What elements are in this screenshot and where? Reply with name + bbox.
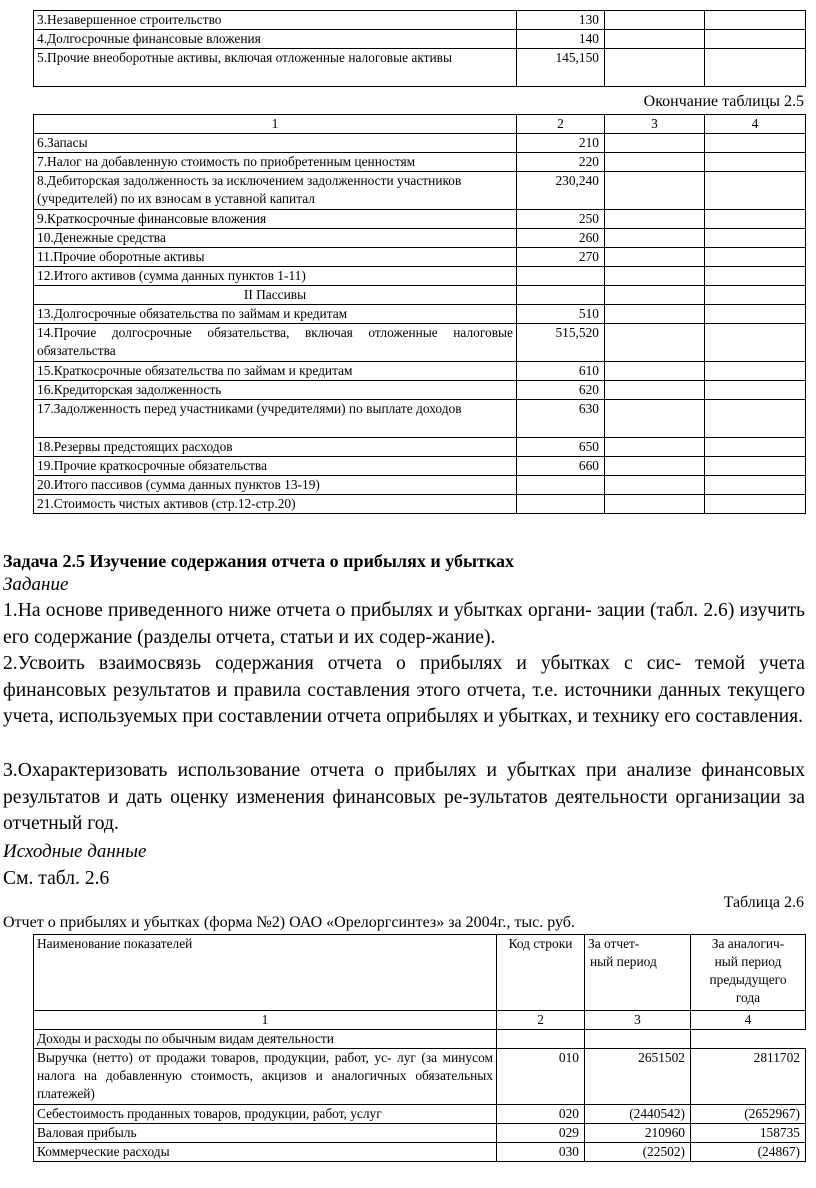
header-current <box>585 935 691 1011</box>
row-name: Валовая прибыль <box>34 1124 497 1143</box>
table-row <box>34 229 806 248</box>
row-empty <box>705 229 806 248</box>
table-row <box>34 1124 806 1143</box>
table-row <box>34 210 806 229</box>
section-label: Доходы и расходы по обычным видам деятельности <box>34 1030 497 1049</box>
row-empty <box>497 1030 585 1049</box>
row-code: 610 <box>517 362 605 381</box>
row-name: Выручка (нетто) от продажи товаров, продукции, работ, ус- луг (за минусом налога на добавленную стоимость, акцизов и аналогичных обязательных платежей) <box>34 1049 497 1105</box>
header-prior-line1: За аналогич- <box>711 936 785 951</box>
row-name: 5.Прочие внеоборотные активы, включая отложенные налоговые активы <box>34 49 517 87</box>
row-code <box>517 495 605 514</box>
row-empty <box>691 1030 806 1049</box>
table-caption: Таблица 2.6 <box>723 894 804 911</box>
row-code: 140 <box>517 30 605 49</box>
header-current-line1: За отчет- <box>588 936 640 951</box>
row-name: 20.Итого пассивов (сумма данных пунктов 13-19) <box>34 476 517 495</box>
row-empty <box>705 134 806 153</box>
header-code: Код строки <box>497 935 585 1011</box>
row-current: (22502) <box>585 1143 691 1162</box>
row-code: 010 <box>497 1049 585 1105</box>
header-name: Наименование показателей <box>34 935 497 1011</box>
row-code: 145,150 <box>517 49 605 87</box>
row-empty <box>605 49 705 87</box>
row-code: 660 <box>517 457 605 476</box>
table-row <box>34 1105 806 1124</box>
row-empty <box>605 362 705 381</box>
row-empty <box>705 457 806 476</box>
row-current: 210960 <box>585 1124 691 1143</box>
col-number: 3 <box>605 115 705 134</box>
task-item-2: 2.Усвоить взаимосвязь содержания отчета о прибылях и убытках с сис- темой учета финансовых результатов и правила составления этого отчета, т.е. источники данных текущего учета, используемых при составлении отчета оприбылях и убытках, и технику его составления. <box>3 653 805 728</box>
header-current-line2: ный период <box>590 954 657 969</box>
row-code: 029 <box>497 1124 585 1143</box>
row-code: 210 <box>517 134 605 153</box>
row-empty <box>605 30 705 49</box>
col-number: 4 <box>691 1011 806 1030</box>
table-row <box>34 457 806 476</box>
row-name: 3.Незавершенное строительство <box>34 11 517 30</box>
row-name: 14.Прочие долгосрочные обязательства, включая отложенные налоговые обязательства <box>34 324 517 362</box>
row-prior: 158735 <box>691 1124 806 1143</box>
row-empty <box>605 210 705 229</box>
table-row <box>34 1143 806 1162</box>
row-current: (2440542) <box>585 1105 691 1124</box>
section-row <box>34 1030 806 1049</box>
row-code <box>517 476 605 495</box>
row-empty <box>605 324 705 362</box>
column-numbers-row <box>34 115 806 134</box>
row-code: 650 <box>517 438 605 457</box>
row-empty <box>705 248 806 267</box>
row-name: 16.Кредиторская задолженность <box>34 381 517 400</box>
row-code: 510 <box>517 305 605 324</box>
column-numbers-row <box>34 1011 806 1030</box>
table-row <box>34 305 806 324</box>
row-empty <box>705 476 806 495</box>
row-code: 220 <box>517 153 605 172</box>
table-row <box>34 362 806 381</box>
row-empty <box>517 286 605 305</box>
row-empty <box>605 153 705 172</box>
row-name: 17.Задолженность перед участниками (учредителями) по выплате доходов <box>34 400 517 438</box>
assignment-label: Задание <box>3 574 69 595</box>
row-empty <box>605 438 705 457</box>
row-empty <box>605 286 705 305</box>
header-prior-line2: ный период <box>714 954 782 969</box>
col-number: 1 <box>34 1011 497 1030</box>
row-prior: 2811702 <box>691 1049 806 1105</box>
row-empty <box>605 267 705 286</box>
header-prior-line3: предыдущего <box>709 972 787 987</box>
row-code: 260 <box>517 229 605 248</box>
row-code: 620 <box>517 381 605 400</box>
row-empty <box>605 400 705 438</box>
table-row <box>34 476 806 495</box>
row-name: 10.Денежные средства <box>34 229 517 248</box>
row-code <box>517 267 605 286</box>
col-number: 4 <box>705 115 806 134</box>
row-code: 230,240 <box>517 172 605 210</box>
row-name: 4.Долгосрочные финансовые вложения <box>34 30 517 49</box>
table-row <box>34 248 806 267</box>
row-name: Коммерческие расходы <box>34 1143 497 1162</box>
table-row <box>34 1049 806 1105</box>
header-row <box>34 935 806 1011</box>
table-row <box>34 267 806 286</box>
row-name: Себестоимость проданных товаров, продукции, работ, услуг <box>34 1105 497 1124</box>
row-empty <box>705 267 806 286</box>
table-row <box>34 438 806 457</box>
row-empty <box>605 248 705 267</box>
table-row <box>34 30 806 49</box>
table-row <box>34 400 806 438</box>
row-code: 030 <box>497 1143 585 1162</box>
report-title: Отчет о прибылях и убытках (форма №2) ОАО «Орелоргсинтез» за 2004г., тыс. руб. <box>3 914 575 931</box>
section-row <box>34 286 806 305</box>
row-empty <box>705 438 806 457</box>
row-empty <box>705 305 806 324</box>
row-name: 19.Прочие краткосрочные обязательства <box>34 457 517 476</box>
row-code: 630 <box>517 400 605 438</box>
balance-items-table <box>33 10 806 87</box>
row-code: 515,520 <box>517 324 605 362</box>
table-row <box>34 49 806 87</box>
row-name: 21.Стоимость чистых активов (стр.12-стр.20) <box>34 495 517 514</box>
row-name: 15.Краткосрочные обязательства по займам и кредитам <box>34 362 517 381</box>
row-name: 6.Запасы <box>34 134 517 153</box>
row-empty <box>605 457 705 476</box>
row-prior: (2652967) <box>691 1105 806 1124</box>
task-heading: Задача 2.5 Изучение содержания отчета о прибылях и убытках <box>3 551 514 571</box>
continuation-caption: Окончание таблицы 2.5 <box>643 93 804 110</box>
table-row <box>34 134 806 153</box>
table-row <box>34 381 806 400</box>
see-table-ref: См. табл. 2.6 <box>3 868 110 889</box>
table-row <box>34 172 806 210</box>
row-empty <box>605 172 705 210</box>
table-row <box>34 324 806 362</box>
row-empty <box>605 381 705 400</box>
table-row <box>34 153 806 172</box>
row-empty <box>705 30 806 49</box>
col-number: 2 <box>517 115 605 134</box>
row-empty <box>605 495 705 514</box>
row-empty <box>605 134 705 153</box>
table-row <box>34 495 806 514</box>
row-empty <box>705 11 806 30</box>
header-prior <box>691 935 806 1011</box>
row-name: 18.Резервы предстоящих расходов <box>34 438 517 457</box>
task-item-1: 1.На основе приведенного ниже отчета о прибылях и убытках органи- зации (табл. 2.6) изучить его содержание (разделы отчета, статьи и их содер-жание). <box>3 600 805 648</box>
task-item-3: 3.Охарактеризовать использование отчета о прибылях и убытках при анализе финансовых результатов и дать оценку изменения финансовых ре-зультатов деятельности организации за отчетный год. <box>3 760 805 835</box>
col-number: 2 <box>497 1011 585 1030</box>
row-empty <box>705 362 806 381</box>
profit-loss-table <box>33 934 806 1162</box>
row-code: 020 <box>497 1105 585 1124</box>
row-name: 12.Итого активов (сумма данных пунктов 1-11) <box>34 267 517 286</box>
row-empty <box>705 324 806 362</box>
table-row <box>34 11 806 30</box>
row-empty <box>705 49 806 87</box>
col-number: 1 <box>34 115 517 134</box>
row-empty <box>705 400 806 438</box>
row-empty <box>705 153 806 172</box>
row-empty <box>585 1030 691 1049</box>
row-empty <box>605 476 705 495</box>
row-empty <box>705 495 806 514</box>
row-name: 9.Краткосрочные финансовые вложения <box>34 210 517 229</box>
row-empty <box>705 381 806 400</box>
row-empty <box>705 210 806 229</box>
section-passives-label: II Пассивы <box>34 286 517 305</box>
row-prior: (24867) <box>691 1143 806 1162</box>
row-current: 2651502 <box>585 1049 691 1105</box>
row-empty <box>605 11 705 30</box>
row-name: 11.Прочие оборотные активы <box>34 248 517 267</box>
row-empty <box>705 172 806 210</box>
row-empty <box>705 286 806 305</box>
source-data-label: Исходные данные <box>3 841 147 862</box>
row-code: 250 <box>517 210 605 229</box>
row-name: 8.Дебиторская задолженность за исключением задолженности участников (учредителей) по их взносам в уставной капитал <box>34 172 517 210</box>
header-prior-line4: года <box>735 990 761 1005</box>
row-empty <box>605 229 705 248</box>
row-code: 130 <box>517 11 605 30</box>
row-name: 13.Долгосрочные обязательства по займам и кредитам <box>34 305 517 324</box>
col-number: 3 <box>585 1011 691 1030</box>
row-empty <box>605 305 705 324</box>
balance-items-table-continued <box>33 114 806 514</box>
row-name: 7.Налог на добавленную стоимость по приобретенным ценностям <box>34 153 517 172</box>
row-code: 270 <box>517 248 605 267</box>
